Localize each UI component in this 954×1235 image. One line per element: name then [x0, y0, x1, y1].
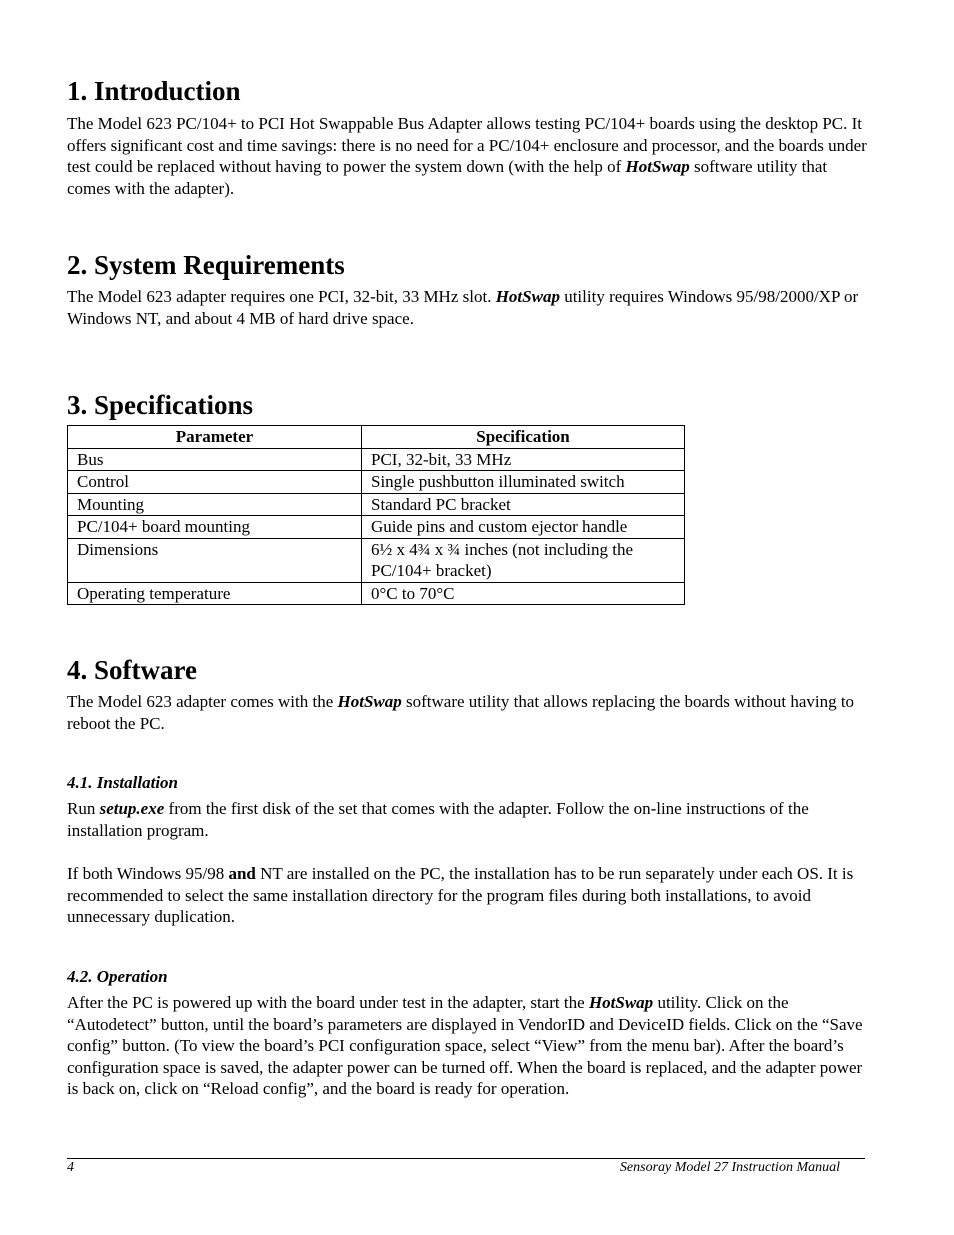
subsection-heading-operation: 4.2. Operation [67, 967, 168, 986]
specifications-table [67, 425, 685, 605]
table-row [68, 538, 685, 582]
table-row [68, 516, 685, 539]
section-heading-specifications: 3. Specifications [67, 390, 253, 420]
section-heading-software: 4. Software [67, 655, 197, 685]
hotswap-emphasis: HotSwap [495, 287, 560, 306]
column-header-parameter: Parameter [68, 426, 362, 449]
table-header-row [68, 426, 685, 449]
table-cell-specification: PCI, 32-bit, 33 MHz [362, 448, 685, 471]
table-cell-specification: 6½ x 4¾ x ¾ inches (not including the PC/104+ bracket) [362, 538, 685, 582]
table-cell-specification: Guide pins and custom ejector handle [362, 516, 685, 539]
table-row [68, 471, 685, 494]
installation-paragraph-2: If both Windows 95/98 and NT are installed on the PC, the installation has to be run separately under each OS. It is recommended to select the same installation directory for the program files during both installations, to avoid unnecessary duplication. [67, 864, 854, 927]
introduction-paragraph: The Model 623 PC/104+ to PCI Hot Swappable Bus Adapter allows testing PC/104+ boards using the desktop PC. It offers significant cost and time savings: there is no need for a PC/104+ enclosure and processor, and the boards under test could be replaced without having to power the system down (with the help of HotSwap software utility that comes with the adapter). [67, 114, 867, 198]
table-cell-parameter: Mounting [68, 493, 362, 516]
hotswap-emphasis: HotSwap [337, 692, 402, 711]
table-row [68, 448, 685, 471]
table-row [68, 582, 685, 605]
hotswap-emphasis: HotSwap [625, 157, 690, 177]
software-paragraph: The Model 623 adapter comes with the HotSwap software utility that allows replacing the boards without having to reboot the PC. [67, 692, 855, 733]
system-requirements-paragraph: The Model 623 adapter requires one PCI, 32-bit, 33 MHz slot. HotSwap utility requires Windows 95/98/2000/XP or Windows NT, and about 4 MB of hard drive space. [67, 287, 859, 328]
table-cell-parameter: Dimensions [68, 538, 362, 582]
table-cell-parameter: PC/104+ board mounting [68, 516, 362, 539]
installation-paragraph-1: Run setup.exe from the first disk of the set that comes with the adapter. Follow the on-line instructions of the installation program. [67, 799, 809, 840]
section-heading-introduction: 1. Introduction [67, 76, 241, 106]
table-cell-specification: Standard PC bracket [362, 493, 685, 516]
operation-paragraph: After the PC is powered up with the board under test in the adapter, start the HotSwap utility. Click on the “Autodetect” button, until the board’s parameters are displayed in VendorID and DeviceID fields. Click on the “Save config” button. (To view the board’s PCI configuration space, select “View” from the menu bar). After the board’s configuration space is saved, the adapter power can be turned off. When the board is replaced, and the adapter power is back on, click on “Reload config”, and the board is ready for operation. [67, 993, 863, 1099]
table-cell-specification: 0°C to 70°C [362, 582, 685, 605]
footer-manual-title: Sensoray Model 27 Instruction Manual [619, 1160, 840, 1175]
subsection-heading-installation: 4.1. Installation [67, 773, 179, 792]
table-cell-specification: Single pushbutton illuminated switch [362, 471, 685, 494]
hotswap-emphasis: HotSwap [588, 993, 654, 1012]
column-header-specification: Specification [362, 426, 685, 449]
table-cell-parameter: Control [68, 471, 362, 494]
section-heading-system-requirements: 2. System Requirements [67, 250, 345, 280]
table-row [68, 493, 685, 516]
footer-page-number: 4 [67, 1160, 74, 1175]
table-cell-parameter: Operating temperature [68, 582, 362, 605]
and-emphasis: and [228, 864, 256, 883]
footer-divider [67, 1158, 865, 1159]
setup-exe-emphasis: setup.exe [99, 799, 165, 818]
table-cell-parameter: Bus [68, 448, 362, 471]
